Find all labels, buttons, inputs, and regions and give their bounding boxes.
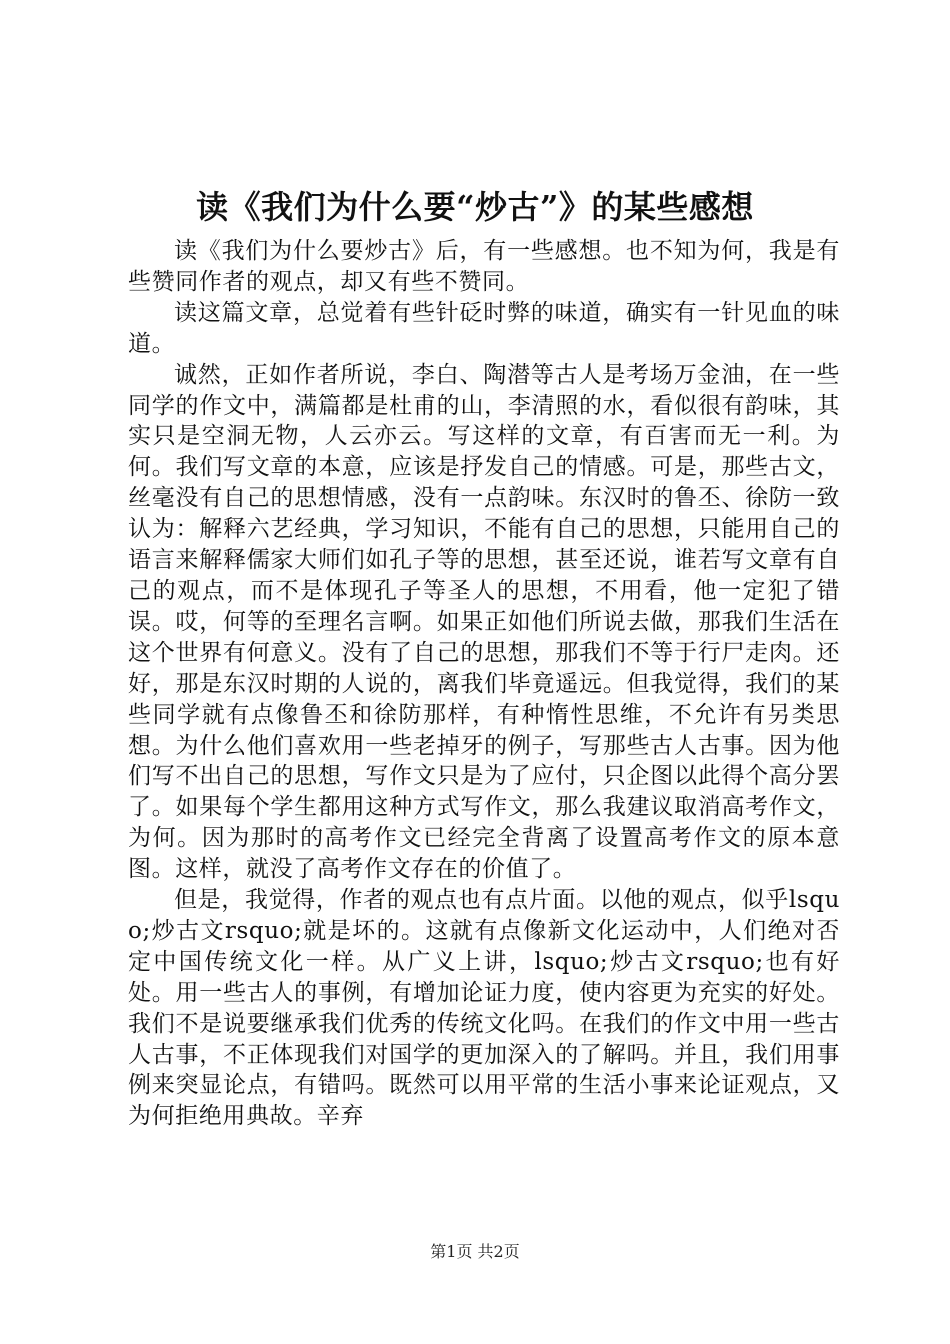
document-body <box>128 236 840 1132</box>
document-title: 读《我们为什么要“炒古”》的某些感想 <box>196 188 754 226</box>
paragraph: 读《我们为什么要炒古》后，有一些感想。也不知为何，我是有些赞同作者的观点，却又有些不赞同。 <box>128 238 840 295</box>
paragraph: 诚然，正如作者所说，李白、陶潜等古人是考场万金油，在一些同学的作文中，满篇都是杜甫的山，李清照的水，看似很有韵味，其实只是空洞无物，人云亦云。写这样的文章，有百害而无一利。为何。我们写文章的本意，应该是抒发自己的情感。可是，那些古文，丝毫没有自己的思想情感，没有一点韵味。东汉时的鲁丕、徐防一致认为：解释六艺经典，学习知识，不能有自己的思想，只能用自己的语言来解释儒家大师们如孔子等的思想，甚至还说，谁若写文章有自己的观点，而不是体现孔子等圣人的思想，不用看，他一定犯了错误。哎，何等的至理名言啊。如果正如他们所说去做，那我们生活在这个世界有何意义。没有了自己的思想，那我们不等于行尸走肉。还好，那是东汉时期的人说的，离我们毕竟遥远。但我觉得，我们的某些同学就有点像鲁丕和徐防那样，有种惰性思维，不允许有另类思想。为什么他们喜欢用一些老掉牙的例子，写那些古人古事。因为他们写不出自己的思想，写作文只是为了应付，只企图以此得个高分罢了。如果每个学生都用这种方式写作文，那么我建议取消高考作文，为何。因为那时的高考作文已经完全背离了设置高考作文的原本意图。这样，就没了高考作文存在的价值了。 <box>128 361 840 883</box>
paragraph: 读这篇文章，总觉着有些针砭时弊的味道，确实有一针见血的味道。 <box>128 299 840 357</box>
page-footer: 第1页 共2页 <box>430 1242 520 1261</box>
paragraph: 但是，我觉得，作者的观点也有点片面。以他的观点，似乎lsquo;炒古文rsquo;就是坏的。这就有点像新文化运动中，人们绝对否定中国传统文化一样。从广义上讲，lsquo;炒古文rsquo;也有好处。用一些古人的事例，有增加论证力度，使内容更为充实的好处。我们不是说要继承我们优秀的传统文化吗。在我们的作文中用一些古人古事，不正体现我们对国学的更加深入的了解吗。并且，我们用事例来突显论点，有错吗。既然可以用平常的生活小事来论证观点，又为何拒绝用典故。辛弃 <box>128 887 840 1130</box>
